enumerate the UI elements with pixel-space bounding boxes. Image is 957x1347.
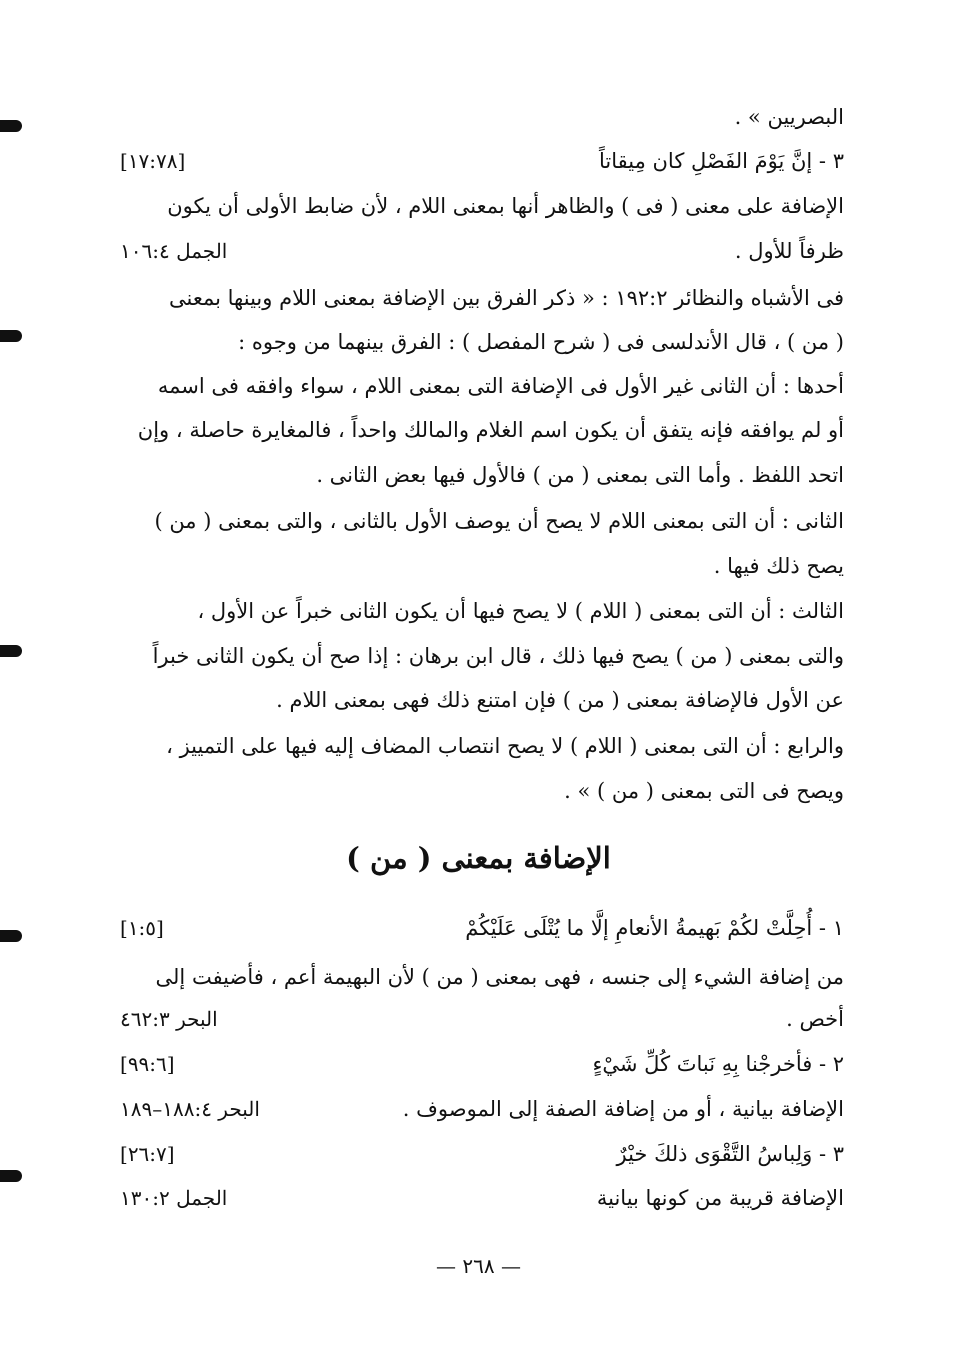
text-line: عن الأول فالإضافة بمعنى ( من ) فإن امتنع ذلك فهى بمعنى اللام . xyxy=(276,688,844,712)
text-line: الثانى : أن التى بمعنى اللام لا يصح أن يوصف الأول بالثانى ، والتى بمعنى ( من ) xyxy=(154,509,844,533)
section-heading: الإضافة بمعنى ( من ) xyxy=(346,841,611,875)
text-line: البصريين » . xyxy=(734,105,844,129)
text-line: أحدها : أن الثانى غير الأول فى الإضافة التى بمعنى اللام ، سواء وافقه فى اسمه xyxy=(157,374,844,398)
page-number: — ٢٦٨ — xyxy=(436,1254,521,1278)
source-reference: الجمل ١٣٠:٢ xyxy=(120,1186,228,1210)
source-reference: البحر ١٨٨:٤–١٨٩ xyxy=(120,1097,260,1121)
source-reference: الجمل ١٠٦:٤ xyxy=(120,239,228,263)
text-line: أو لم يوافقه فإنه يتفق أن يكون اسم الغلام والمالك واحداً ، فالمغايرة حاصلة ، وإن xyxy=(137,418,844,442)
text-line: ( من ) ، قال الأندلسى فى ( شرح المفصل ) : الفرق بينهما من وجوه : xyxy=(238,330,844,354)
verse-reference: [٩٩:٦] xyxy=(120,1052,175,1076)
binding-mark xyxy=(0,330,22,342)
verse-line: ٢ - فأخرجْنا بِهِ نَباتَ كُلِّ شَيْءٍ xyxy=(592,1052,844,1076)
verse-line: ١ - أُحِلَّتْ لكُمْ بَهيمةُ الأنعامِ إلَّا ما يُتْلَى عَلَيْكُمْ xyxy=(465,916,844,940)
text-line: والرابع : أن التى بمعنى ( اللام ) لا يصح انتصاب المضاف إليه فيها على التمييز ، xyxy=(166,734,844,758)
text-line: الإضافة على معنى ( فى ) والظاهر أنها بمعنى اللام ، لأن ضابط الأولى أن يكون xyxy=(167,194,844,218)
text-line: يصح ذلك فيها . xyxy=(713,554,844,578)
verse-reference: [١:٥] xyxy=(120,916,164,940)
binding-mark xyxy=(0,1170,22,1182)
text-line: الإضافة بيانية ، أو من إضافة الصفة إلى الموصوف . xyxy=(402,1097,844,1121)
binding-mark xyxy=(0,645,22,657)
text-line: الإضافة قريبة من كونها بيانية xyxy=(596,1186,844,1210)
verse-reference: [١٧:٧٨] xyxy=(120,149,186,173)
text-line: فى الأشباه والنظائر ١٩٢:٢ : « ذكر الفرق بين الإضافة بمعنى اللام وبينها بمعنى xyxy=(169,286,844,310)
text-line: الثالث : أن التى بمعنى ( اللام ) لا يصح فيها أن يكون الثانى خبراً عن الأول ، xyxy=(197,599,844,623)
source-reference: البحر ٤٦٢:٣ xyxy=(120,1007,218,1031)
verse-line: ٣ - إنَّ يَوْمَ الفَصْلِ كان مِيقاتاً xyxy=(598,149,844,173)
verse-reference: [٢٦:٧] xyxy=(120,1142,175,1166)
text-line: والتى بمعنى ( من ) يصح فيها ذلك ، قال ابن برهان : إذا صح أن يكون الثانى خبراً xyxy=(152,644,844,668)
text-line: من إضافة الشيء إلى جنسه ، فهى بمعنى ( من ) لأن البهيمة أعم ، فأضيفت إلى xyxy=(155,965,844,989)
binding-mark xyxy=(0,120,22,132)
text-line: اتحد اللفظ . وأما التى بمعنى ( من ) فالأول فيها بعض الثانى . xyxy=(316,463,844,487)
verse-line: ٣ - وَلِباسُ التَّقْوَى ذلكَ خيْرٌ xyxy=(616,1142,844,1166)
text-line: أخص . xyxy=(786,1007,844,1031)
text-line: ظرفاً للأول . xyxy=(734,239,844,263)
binding-mark xyxy=(0,930,22,942)
text-line: ويصح فى التى بمعنى ( من ) » . xyxy=(564,779,844,803)
